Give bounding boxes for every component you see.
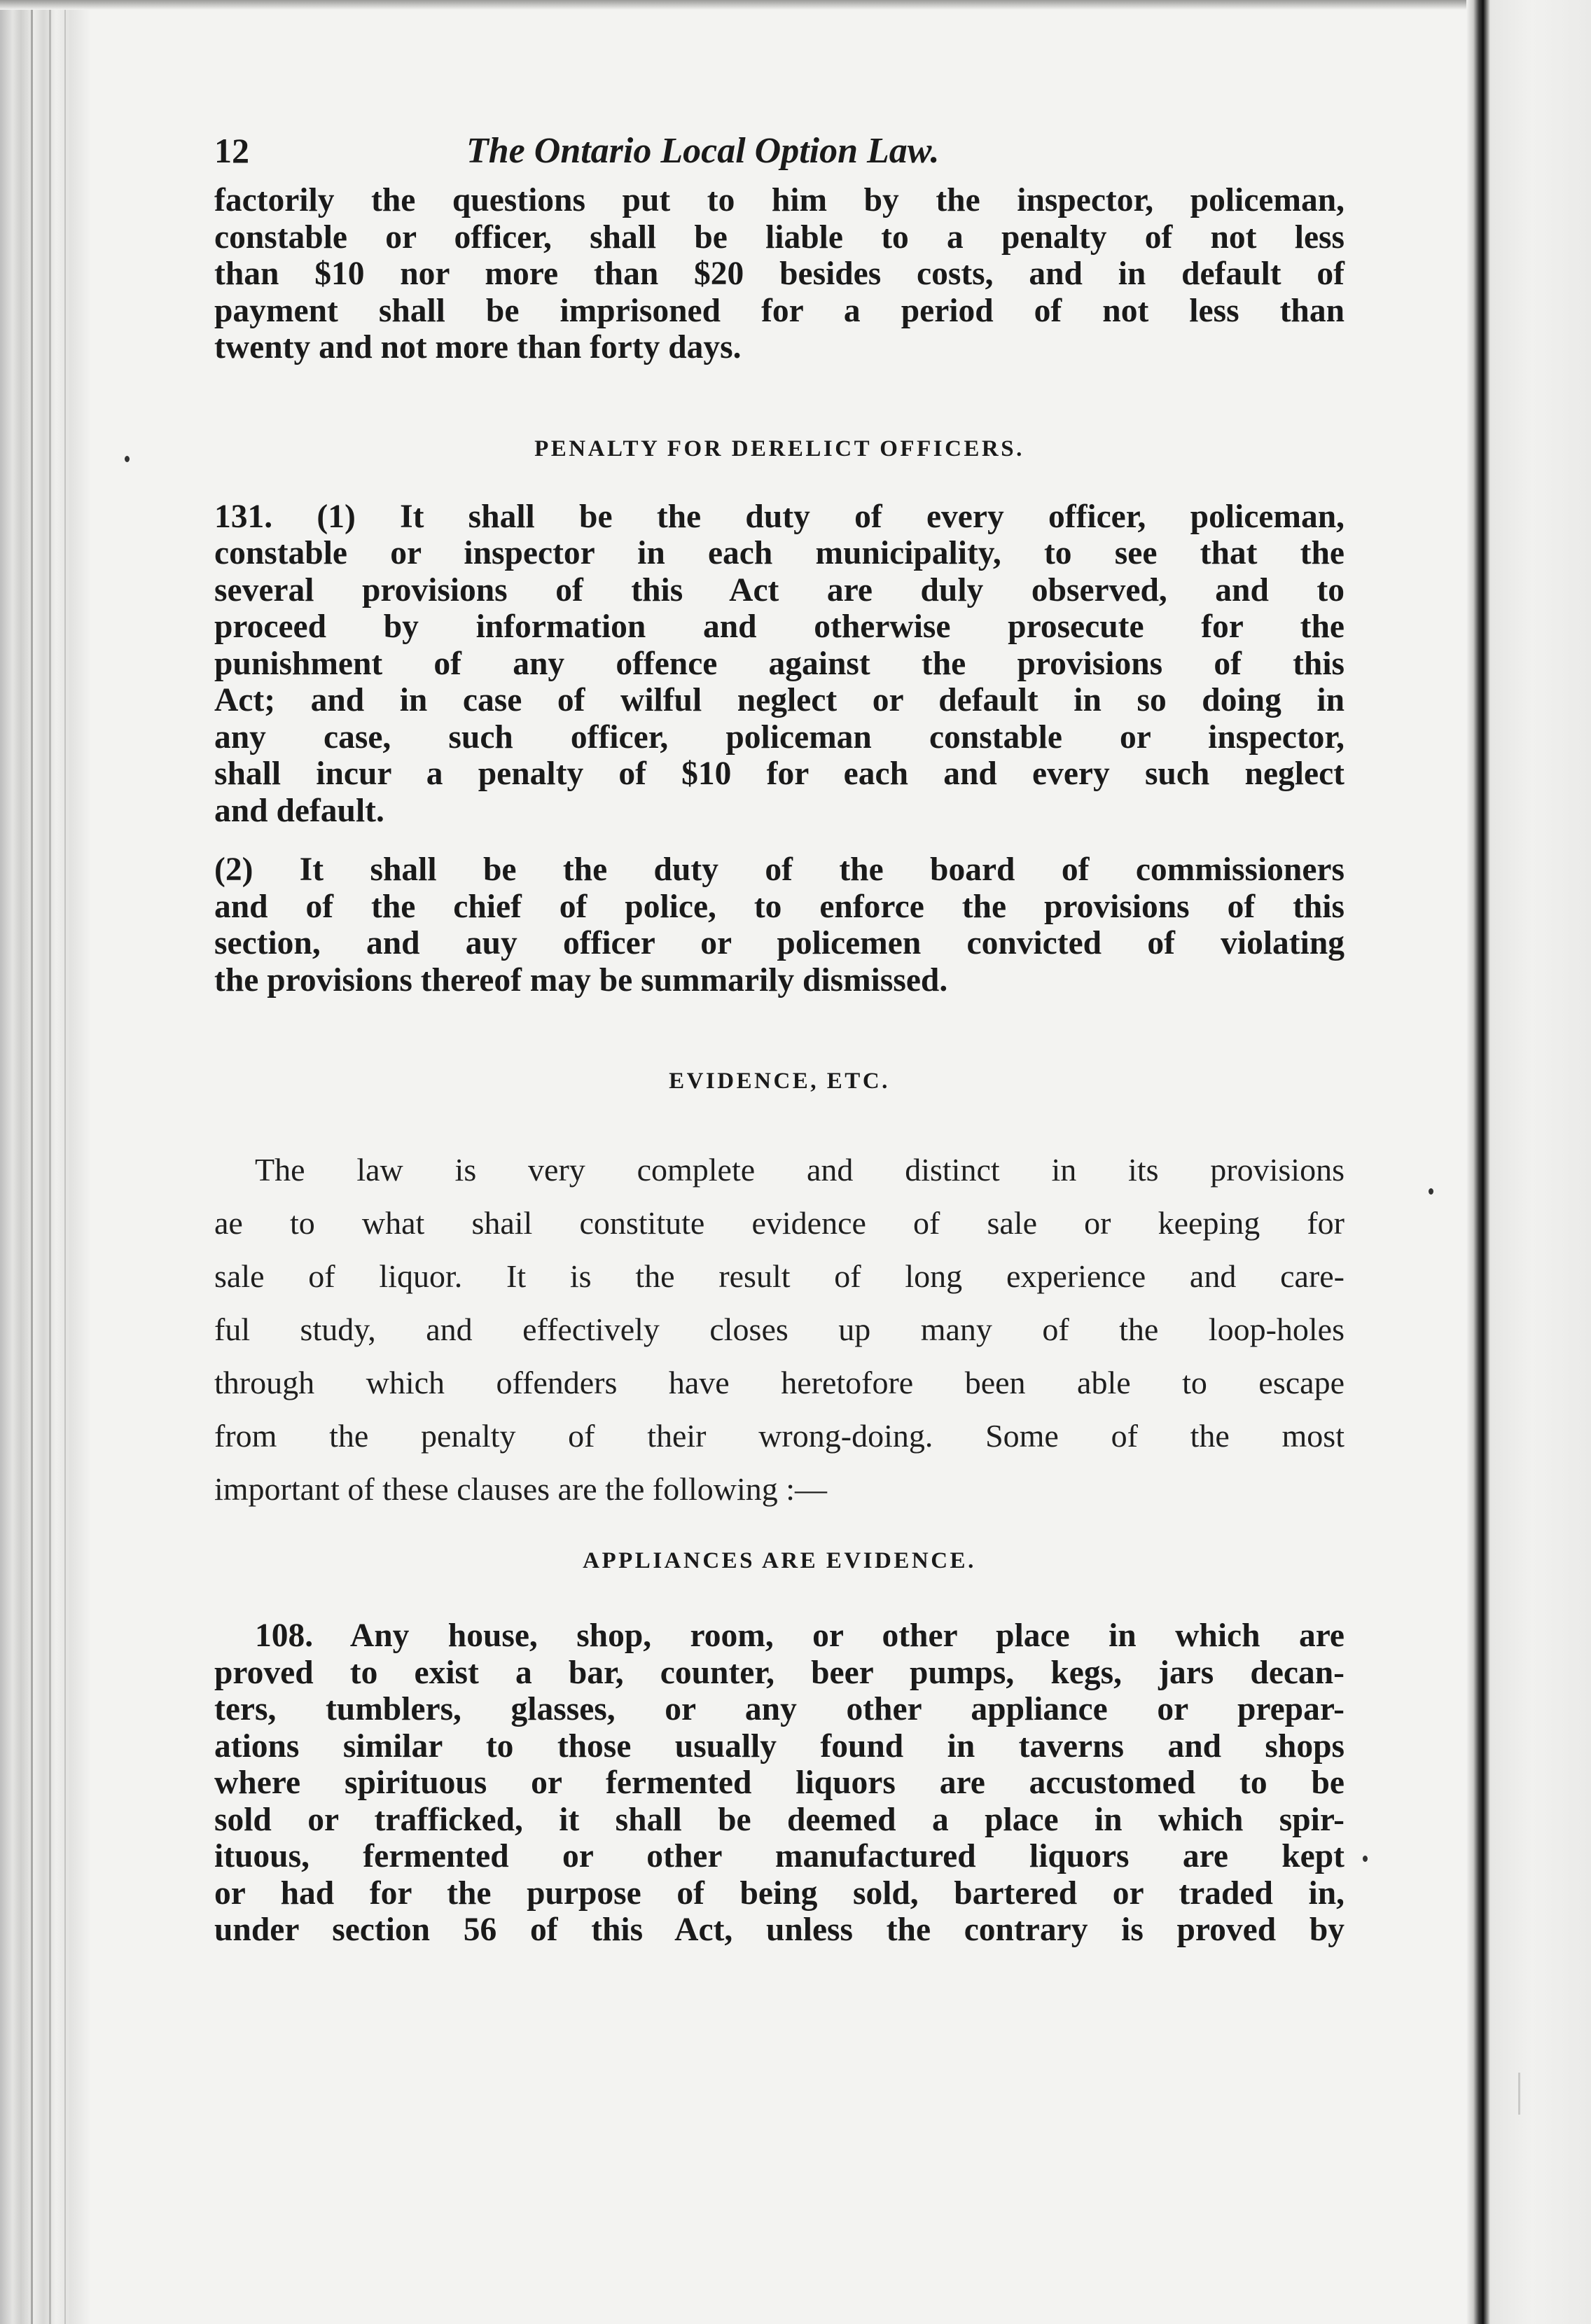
text-line: ae to what shail constitute evidence of sale or keeping for [214, 1205, 1345, 1241]
binding-line [31, 0, 33, 2324]
text-line: twenty and not more than forty days. [214, 329, 742, 366]
text-line: the provisions thereof may be summarily dismissed. [214, 961, 948, 999]
text-line: proved to exist a bar, counter, beer pumps, kegs, jars decan- [214, 1654, 1345, 1691]
section-heading-penalty: PENALTY FOR DERELICT OFFICERS. [534, 436, 1024, 461]
text-line: than $10 nor more than $20 besides costs, and in default of [214, 256, 1345, 292]
text-line: ters, tumblers, glasses, or any other appliance or prepar- [214, 1691, 1345, 1727]
document-page [214, 130, 1345, 1949]
running-title: The Ontario Local Option Law. [466, 131, 940, 171]
evidence-paragraph [214, 1143, 1345, 1516]
text-line: factorily the questions put to him by the inspector, policeman, [214, 182, 1345, 218]
text-line: sale of liquor. It is the result of long experience and care- [214, 1258, 1345, 1294]
binding-line [49, 0, 51, 2324]
section-heading-evidence: EVIDENCE, ETC. [669, 1069, 890, 1094]
page-top-edge [0, 0, 1513, 10]
text-line: constable or officer, shall be liable to a penalty of not less [214, 218, 1345, 256]
next-page-sliver [1490, 0, 1591, 2324]
text-line: through which offenders have heretofore been able to escape [214, 1365, 1345, 1400]
page-gutter-fold [1466, 0, 1490, 2324]
text-line: several provisions of this Act are duly observed, and to [214, 571, 1345, 608]
stray-ink-dot [1429, 1188, 1433, 1195]
intro-paragraph [214, 182, 1345, 366]
text-line: sold or trafficked, it shall be deemed a place in which spir- [214, 1801, 1345, 1838]
section-131-paragraph-1 [214, 499, 1345, 830]
section-heading-appliances: APPLIANCES ARE EVIDENCE. [583, 1548, 976, 1573]
text-line: and of the chief of police, to enforce the provisions of this [214, 888, 1345, 925]
text-line: shall incur a penalty of $10 for each and every such neglect [214, 756, 1345, 792]
text-line: 131. (1) It shall be the duty of every officer, policeman, [214, 498, 1345, 535]
running-header [214, 130, 1345, 183]
text-line: constable or inspector in each municipality, to see that the [214, 535, 1345, 571]
text-line: or had for the purpose of being sold, bartered or traded in, [214, 1874, 1345, 1912]
stray-ink-dot [125, 456, 130, 462]
next-page-mark [1518, 2073, 1520, 2115]
text-line: ations similar to those usually found in taverns and shops [214, 1727, 1345, 1765]
text-line: and default. [214, 792, 384, 829]
page-binding-edge [0, 0, 91, 2324]
section-108-paragraph [214, 1617, 1345, 1949]
text-line: ful study, and effectively closes up many of the loop-holes [214, 1311, 1345, 1347]
text-line: where spirituous or fermented liquors are accustomed to be [214, 1765, 1345, 1801]
section-131-paragraph-2 [214, 851, 1345, 999]
text-line: 108. Any house, shop, room, or other place in which are [255, 1617, 1345, 1654]
stray-ink-dot [1363, 1856, 1368, 1862]
text-line: payment shall be imprisoned for a period of not less than [214, 292, 1345, 329]
binding-line [64, 0, 66, 2324]
text-line: any case, such officer, policeman constable or inspector, [214, 718, 1345, 756]
text-line: ituous, fermented or other manufactured liquors are kept [214, 1838, 1345, 1874]
text-line: from the penalty of their wrong-doing. Some of the most [214, 1418, 1345, 1454]
text-line: Act; and in case of wilful neglect or default in so doing in [214, 682, 1345, 718]
text-line: The law is very complete and distinct in its provisions [255, 1152, 1345, 1188]
text-line: section, and auy officer or policemen convicted of violating [214, 925, 1345, 961]
page-number: 12 [214, 131, 249, 170]
text-line: under section 56 of this Act, unless the contrary is proved by [214, 1912, 1345, 1948]
text-line: punishment of any offence against the provisions of this [214, 645, 1345, 682]
text-line: important of these clauses are the following :— [214, 1471, 828, 1507]
text-line: (2) It shall be the duty of the board of commissioners [214, 851, 1345, 888]
text-line: proceed by information and otherwise prosecute for the [214, 608, 1345, 645]
